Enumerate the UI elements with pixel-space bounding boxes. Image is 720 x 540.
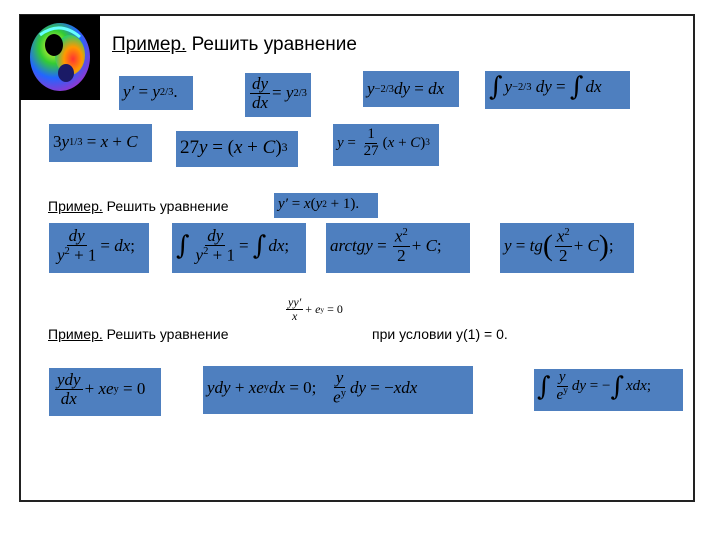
title-example-lead: Пример.: [112, 34, 187, 55]
example-3-rest: Решить уравнение: [106, 326, 229, 342]
example-3-lead: Пример.: [48, 326, 103, 342]
torus-logo-icon: [20, 15, 100, 100]
equation-3: y −2/3 dy = dx: [363, 71, 459, 107]
equation-2: $\frac{dy}{dx}$ = y 2/3: [245, 73, 311, 117]
equation-11: arctgy = $\frac{x^2}{2}$ + C ;: [326, 223, 470, 273]
equation-5: 3 y 1/3 = x + C: [49, 124, 152, 162]
main-title: [112, 34, 357, 56]
equation-15: ydy + xe y dx = 0; $\frac{y}{e^y}$ dy = − xdx: [203, 366, 473, 414]
equation-4: ∫ y −2/3 dy = ∫ dx: [485, 71, 630, 109]
equation-6: 27 y = ( x + C ) 3: [176, 131, 298, 167]
example-2-rest: Решить уравнение: [106, 198, 229, 214]
equation-9: $\frac{dy}{y^2 + 1}$ = dx ;: [49, 223, 149, 273]
equation-10: ∫ $\frac{dy}{y^2 + 1}$ = ∫ dx ;: [172, 223, 306, 273]
example-3-label: [48, 326, 229, 342]
equation-14: $\frac{\text{ydy}}{dx}$ + xe y = 0: [49, 368, 161, 416]
example-2-lead: Пример.: [48, 198, 103, 214]
equation-8: y′ = x ( y 2 + 1).: [274, 193, 378, 218]
equation-16: ∫ $\frac{y}{e^y}$ dy = − ∫ xdx ;: [534, 369, 683, 411]
equation-12: y = tg ( $\frac{x^2}{2}$ + C ) ;: [500, 223, 634, 273]
equation-1: y′ = y 2/3 .: [119, 76, 193, 110]
example-2-label: [48, 198, 229, 214]
condition-text: при условии y(1) = 0.: [372, 326, 508, 342]
equation-13: $\frac{yy'}{x}$ + e y = 0: [282, 296, 364, 332]
title-rest: Решить уравнение: [191, 34, 357, 55]
equation-7: y = $\frac{1}{27}$ ( x + C ) 3: [333, 124, 439, 166]
